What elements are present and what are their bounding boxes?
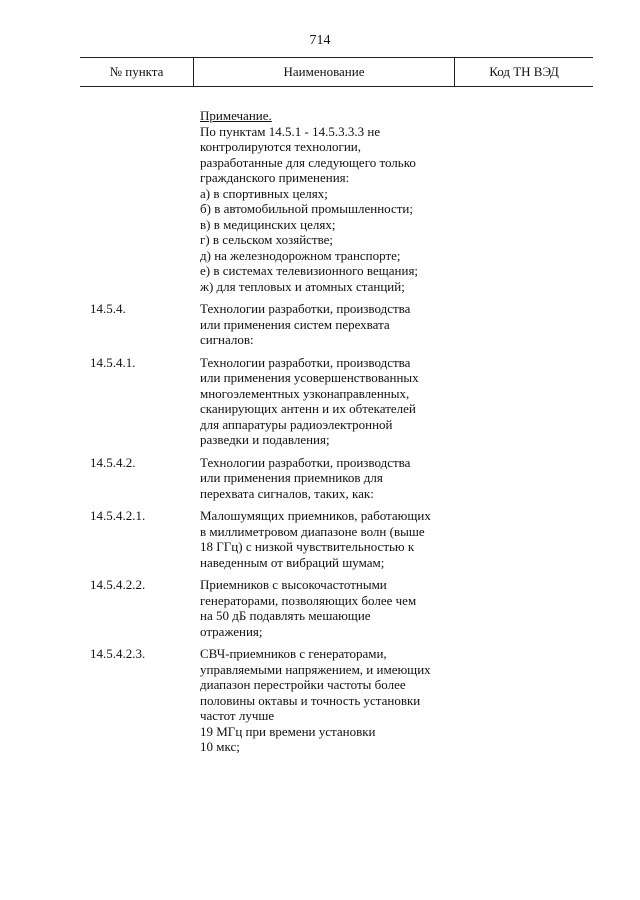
item-line: управляемыми напряжением, и имеющих <box>200 661 431 677</box>
item-line: сигналов: <box>200 332 254 347</box>
item-number: 14.5.4.2.3. <box>90 646 146 661</box>
item-number: 14.5.4. <box>90 301 126 316</box>
item-line: половины октавы и точность установки <box>200 692 421 708</box>
item-line: 18 ГГц) с низкой чувствительностью к <box>200 539 415 554</box>
header-col-name: Наименование <box>193 58 455 86</box>
item-text <box>200 508 460 570</box>
item-line: СВЧ-приемников с генераторами, <box>200 646 387 661</box>
item-line: на 50 дБ подавлять мешающие <box>200 608 371 623</box>
item-line: или применения усовершенствованных <box>200 370 419 385</box>
item-line: наведенным от вибраций шумам; <box>200 554 385 570</box>
header-col-code: Код ТН ВЭД <box>489 64 559 79</box>
list-item <box>90 455 610 502</box>
item-line: диапазон перестройки частоты более <box>200 677 406 692</box>
item-line: или применения приемников для <box>200 470 383 485</box>
note-line: д) на железнодорожном транспорте; <box>200 247 401 263</box>
item-line: многоэлементных узконаправленных, <box>200 385 410 401</box>
item-line: Приемников с высокочастотными <box>200 577 387 592</box>
table-header <box>80 57 593 87</box>
note-line: г) в сельском хозяйстве; <box>200 232 334 247</box>
item-text <box>200 455 460 502</box>
note-number <box>90 108 200 294</box>
item-line: 19 МГц при времени установки <box>200 723 376 739</box>
item-number: 14.5.4.2. <box>90 454 136 470</box>
item-line: Технологии разработки, производства <box>200 454 411 470</box>
note-line: е) в системах телевизионного вещания; <box>200 263 419 278</box>
item-text <box>200 355 460 448</box>
list-item <box>90 646 610 755</box>
item-line: Малошумящих приемников, работающих <box>200 508 431 523</box>
item-line: сканирующих антенн и их обтекателей <box>200 401 416 416</box>
item-line: генераторами, позволяющих более чем <box>200 592 417 608</box>
item-line: отражения; <box>200 623 263 639</box>
item-line: или применения систем перехвата <box>200 316 390 332</box>
note-line: контролируются технологии, <box>200 139 361 154</box>
note-line: гражданского применения: <box>200 170 350 185</box>
item-line: в миллиметровом диапазоне волн (выше <box>200 523 425 539</box>
note-line: в) в медицинских целях; <box>200 216 336 232</box>
note-block <box>90 108 610 294</box>
item-line: разведки и подавления; <box>200 432 330 447</box>
item-number: 14.5.4.2.2. <box>90 577 146 592</box>
item-line: Технологии разработки, производства <box>200 354 411 370</box>
header-col-number: № пункта <box>109 64 164 79</box>
page-number: 714 <box>309 33 331 48</box>
item-line: Технологии разработки, производства <box>200 301 411 316</box>
item-number: 14.5.4.2.1. <box>90 508 146 523</box>
item-line: перехвата сигналов, таких, как: <box>200 485 374 501</box>
note-line: По пунктам 14.5.1 - 14.5.3.3.3 не <box>200 123 381 139</box>
note-line: а) в спортивных целях; <box>200 185 328 201</box>
item-text <box>200 577 460 639</box>
note-line: разработанные для следующего только <box>200 154 416 170</box>
list-item <box>90 301 610 348</box>
list-item <box>90 577 610 639</box>
note-title: Примечание. <box>200 108 272 123</box>
item-text <box>200 646 460 755</box>
note-line: б) в автомобильной промышленности; <box>200 201 414 216</box>
item-number: 14.5.4.1. <box>90 354 136 370</box>
item-line: 10 мкс; <box>200 739 240 754</box>
document-body <box>90 108 610 755</box>
item-line: частот лучше <box>200 708 275 723</box>
item-line: для аппаратуры радиоэлектронной <box>200 416 393 432</box>
list-item <box>90 508 610 570</box>
list-item <box>90 355 610 448</box>
note-text <box>200 108 460 294</box>
item-text <box>200 301 460 348</box>
note-line: ж) для тепловых и атомных станций; <box>200 278 405 294</box>
